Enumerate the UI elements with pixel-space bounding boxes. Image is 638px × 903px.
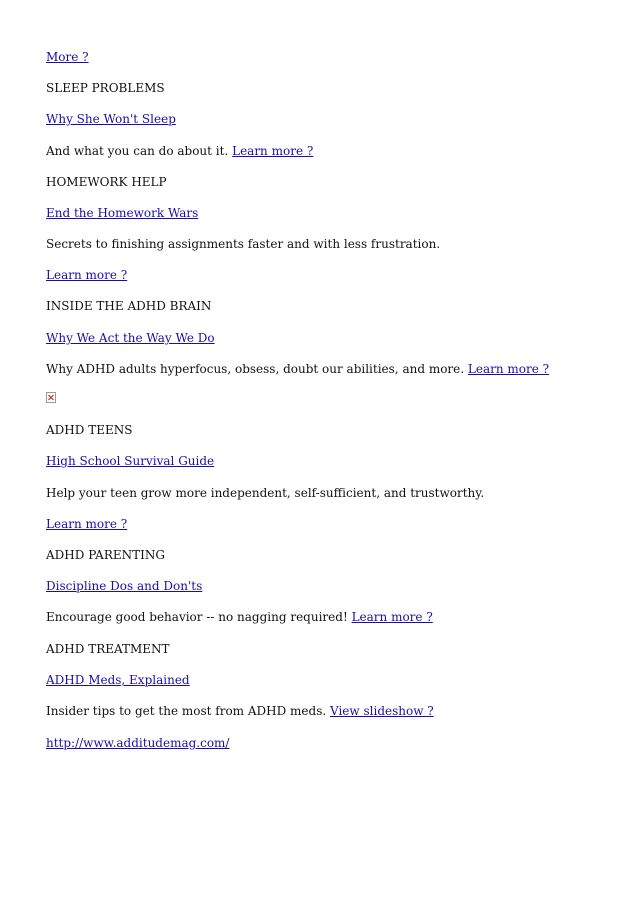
more-link[interactable]: More ? bbox=[46, 50, 89, 64]
teens-row bbox=[46, 454, 214, 468]
brain-heading: INSIDE THE ADHD BRAIN bbox=[46, 299, 212, 313]
parenting-text: Encourage good behavior -- no nagging required! bbox=[46, 610, 352, 624]
homework-text: Secrets to finishing assignments faster and with less frustration. bbox=[46, 237, 441, 251]
brain-description bbox=[46, 362, 549, 376]
treatment-text: Insider tips to get the most from ADHD meds. bbox=[46, 704, 330, 718]
treatment-heading: ADHD TREATMENT bbox=[46, 642, 170, 656]
homework-learn-row bbox=[46, 268, 127, 282]
brain-learn-more-link[interactable]: Learn more ? bbox=[467, 362, 550, 376]
parenting-heading: ADHD PARENTING bbox=[46, 548, 165, 562]
teens-learn-row bbox=[46, 517, 127, 531]
broken-image-icon bbox=[46, 392, 56, 403]
homework-row bbox=[46, 206, 198, 220]
more-row bbox=[46, 50, 89, 64]
treatment-title-link[interactable]: ADHD Meds, Explained bbox=[46, 673, 190, 687]
brain-text: Why ADHD adults hyperfocus, obsess, doubt our abilities, and more. bbox=[46, 362, 468, 376]
parenting-title-link[interactable]: Discipline Dos and Don'ts bbox=[46, 579, 203, 593]
parenting-row bbox=[46, 579, 202, 593]
treatment-row bbox=[46, 673, 190, 687]
sleep-row bbox=[46, 112, 176, 126]
teens-text: Help your teen grow more independent, self-sufficient, and trustworthy. bbox=[46, 486, 485, 500]
site-url-link[interactable]: http://www.additudemag.com/ bbox=[46, 736, 230, 750]
parenting-description bbox=[46, 610, 433, 624]
teens-title-link[interactable]: High School Survival Guide bbox=[46, 454, 215, 468]
sleep-title-link[interactable]: Why She Won't Sleep bbox=[46, 112, 176, 126]
brain-title-link[interactable]: Why We Act the Way We Do bbox=[46, 331, 215, 345]
brain-row bbox=[46, 331, 215, 345]
homework-learn-more-link[interactable]: Learn more ? bbox=[46, 268, 128, 282]
homework-heading: HOMEWORK HELP bbox=[46, 175, 167, 189]
sleep-text: And what you can do about it. bbox=[46, 144, 233, 158]
parenting-learn-more-link[interactable]: Learn more ? bbox=[351, 610, 433, 624]
sleep-heading: SLEEP PROBLEMS bbox=[46, 81, 165, 95]
teens-learn-more-link[interactable]: Learn more ? bbox=[46, 517, 128, 531]
homework-title-link[interactable]: End the Homework Wars bbox=[46, 206, 199, 220]
sleep-learn-more-link[interactable]: Learn more ? bbox=[232, 144, 314, 158]
sleep-description bbox=[46, 144, 313, 158]
teens-heading: ADHD TEENS bbox=[46, 423, 133, 437]
treatment-slideshow-link[interactable]: View slideshow ? bbox=[330, 704, 434, 718]
treatment-description bbox=[46, 704, 434, 718]
site-url-row bbox=[46, 736, 229, 750]
